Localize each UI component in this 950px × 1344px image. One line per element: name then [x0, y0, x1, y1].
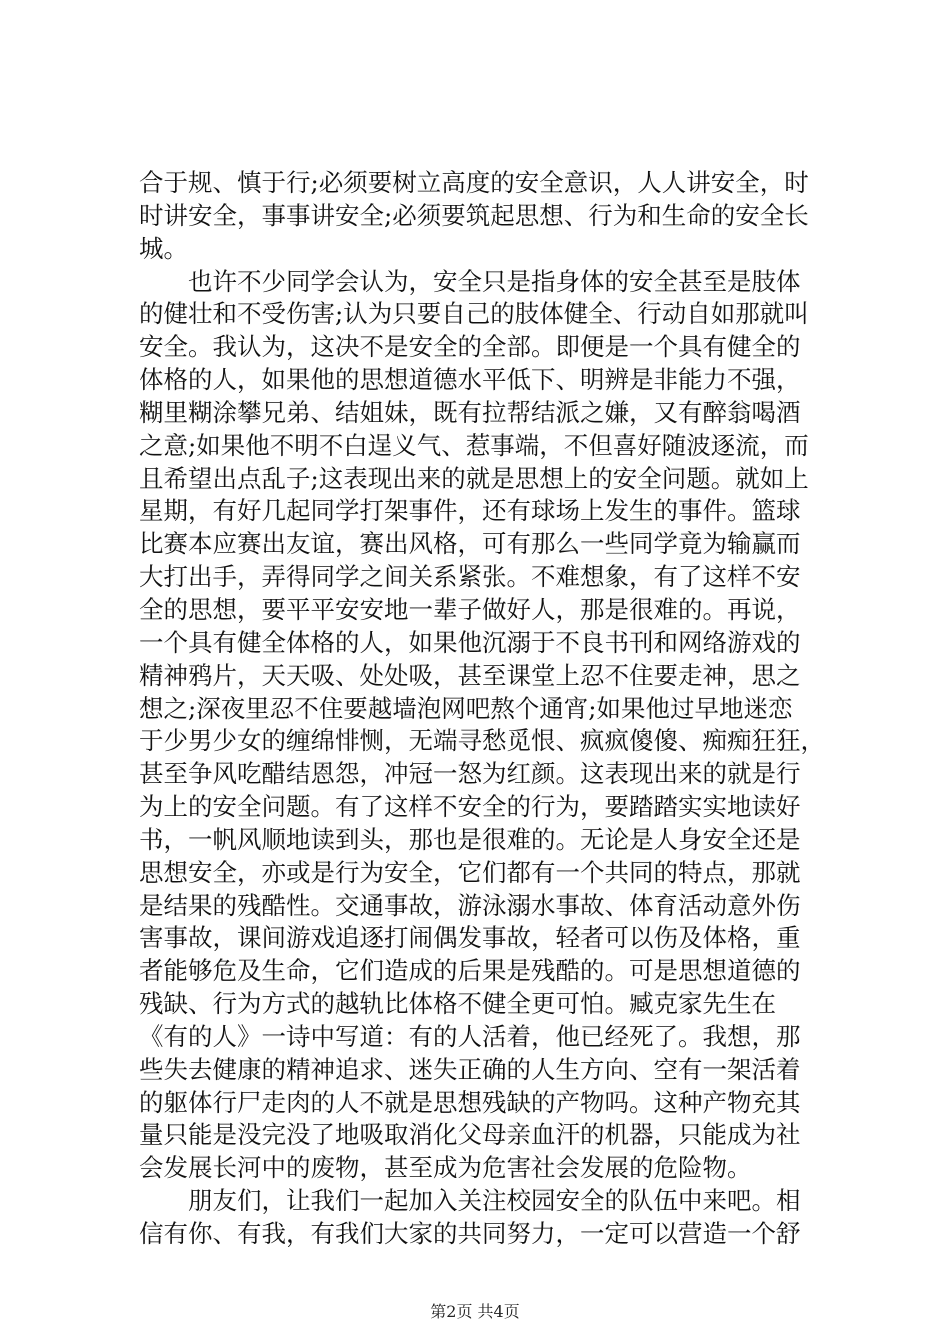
text-line: 城。 [139, 233, 188, 263]
text-line: 也许不少同学会认为，安全只是指身体的安全甚至是肢体 [139, 266, 801, 296]
page-footer: 第2页 共4页 [430, 1302, 520, 1321]
text-line: 糊里糊涂攀兄弟、结姐妹，既有拉帮结派之嫌，又有醉翁喝酒 [139, 397, 801, 427]
text-line: 全的思想，要平平安安地一辈子做好人，那是很难的。再说， [139, 594, 801, 624]
text-line: 星期，有好几起同学打架事件，还有球场上发生的事件。篮球 [139, 496, 801, 526]
text-line: 朋友们，让我们一起加入关注校园安全的队伍中来吧。相 [139, 1186, 801, 1216]
text-line: 合于规、慎于行;必须要树立高度的安全意识，人人讲安全，时 [139, 168, 809, 197]
text-line: 之意;如果他不明不白逞义气、惹事端，不但喜好随波逐流，而 [139, 430, 809, 460]
text-line: 《有的人》一诗中写道：有的人活着，他已经死了。我想，那 [139, 1021, 801, 1051]
text-line: 为上的安全问题。有了这样不安全的行为，要踏踏实实地读好 [139, 792, 801, 822]
text-line: 残缺、行为方式的越轨比体格不健全更可怕。臧克家先生在 [139, 989, 776, 1019]
text-line: 精神鸦片，天天吸、处处吸，甚至课堂上忍不住要走神，思之 [139, 660, 801, 690]
text-line: 会发展长河中的废物，甚至成为危害社会发展的危险物。 [139, 1153, 752, 1183]
text-line: 的健壮和不受伤害;认为只要自己的肢体健全、行动自如那就叫 [139, 299, 809, 329]
text-line: 想之;深夜里忍不住要越墙泡网吧熬个通宵;如果他过早地迷恋 [139, 693, 793, 723]
text-line: 甚至争风吃醋结恩怨，冲冠一怒为红颜。这表现出来的就是行 [139, 759, 801, 789]
text-line: 者能够危及生命，它们造成的后果是残酷的。可是思想道德的 [139, 956, 801, 986]
text-line: 书，一帆风顺地读到头，那也是很难的。无论是人身安全还是 [139, 824, 801, 854]
text-line: 害事故，课间游戏追逐打闹偶发事故，轻者可以伤及体格，重 [139, 923, 801, 953]
text-line: 大打出手，弄得同学之间关系紧张。不难想象，有了这样不安 [139, 562, 801, 592]
text-line: 安全。我认为，这决不是安全的全部。即便是一个具有健全的 [139, 332, 801, 362]
text-line: 量只能是没完没了地吸取消化父母亲血汗的机器，只能成为社 [139, 1120, 801, 1150]
text-line: 些失去健康的精神追求、迷失正确的人生方向、空有一架活着 [139, 1054, 801, 1084]
text-line: 是结果的残酷性。交通事故，游泳溺水事故、体育活动意外伤 [139, 890, 801, 920]
text-line: 比赛本应赛出友谊，赛出风格，可有那么一些同学竟为输赢而 [139, 529, 801, 559]
text-line: 信有你、有我，有我们大家的共同努力，一定可以营造一个舒 [139, 1219, 801, 1248]
text-line: 的躯体行尸走肉的人不就是思想残缺的产物吗。这种产物充其 [139, 1087, 801, 1117]
text-line: 一个具有健全体格的人，如果他沉溺于不良书刊和网络游戏的 [139, 627, 801, 657]
text-line: 时讲安全，事事讲安全;必须要筑起思想、行为和生命的安全长 [139, 200, 809, 230]
text-line: 思想安全，亦或是行为安全，它们都有一个共同的特点，那就 [139, 857, 801, 887]
text-line: 且希望出点乱子;这表现出来的就是思想上的安全问题。就如上 [139, 463, 809, 493]
text-line: 体格的人，如果他的思想道德水平低下、明辨是非能力不强， [139, 365, 801, 395]
text-line: 于少男少女的缠绵悱恻，无端寻愁觅恨、疯疯傻傻、痴痴狂狂， [139, 726, 825, 756]
